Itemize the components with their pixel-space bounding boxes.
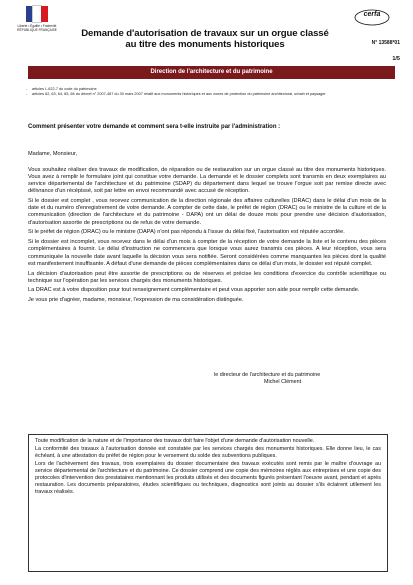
flag-blue-stripe: [26, 6, 33, 22]
flag-white-stripe: [33, 6, 40, 22]
legal-reference-item: - articles 62, 63, 64, 65, 66 du décret n° 2007-487 du 30 mars 2007 relatif aux monuments historiques et aux zones de protection du patrimoine architectural, urbain et paysager: [26, 92, 396, 97]
letter-paragraph: La décision d'autorisation peut être assortie de prescriptions ou de réserves et précise les conditions d'exercice du contrôle scientifique ou technique sur l'opération par les services chargés des monuments historiques.: [28, 270, 386, 284]
flag-red-stripe: [41, 6, 48, 22]
form-title: [80, 28, 330, 50]
notice-paragraph: Lors de l'achèvement des travaux, trois exemplaires du dossier documentaire des travaux exécutés sont remis par le maître d'ouvrage au service départemental de l'architecture et du patrimoine. Ce dossier comprend une copie des mémoires réglés aux entreprises et une copie des protocoles d'intervention des prestataires mentionnant les produits utilisés et des documents figurés présentant l'oeuvre avant, pendant et après restauration. Les documents préparatoires, études scientifiques ou techniques, diagnostics sont joints au dossier s'ils éclairent utilement les travaux réalisés.: [35, 461, 381, 496]
legal-references: [26, 87, 396, 97]
french-flag-icon: [26, 6, 48, 22]
signature-block: [214, 372, 404, 387]
notice-box: [28, 434, 388, 572]
logo-motto: [14, 24, 60, 32]
notice-paragraph: Toute modification de la nature et de l'importance des travaux doit faire l'objet d'une demande d'autorisation nouvelle.: [35, 438, 315, 444]
signature-name: Michel Clément: [264, 379, 302, 386]
logo-motto-line: RÉPUBLIQUE FRANÇAISE: [17, 28, 57, 32]
form-title-line: au titre des monuments historiques: [125, 39, 285, 50]
section-title: Comment présenter votre demande et comment sera t-elle instruite par l'administration :: [28, 124, 281, 130]
page-number: 1/5: [392, 56, 400, 62]
form-title-line: Demande d'autorisation de travaux sur un orgue classé: [81, 28, 329, 39]
letter-paragraph: Vous souhaitez réaliser des travaux de modification, de réparation ou de restauration sur un orgue classé au titre des monuments historiques. Vous avez à remplir le formulaire joint qui constitue votre demande. La demande et le dossier complets sont transmis en deux exemplaires au service départemental de l'architecture et du patrimoine (SDAP) du département dans lequel se trouve l'orgue soit par remise directe avec délivrance d'un récépissé, soit par lettre en envoi recommandé avec accusé de réception.: [28, 167, 386, 195]
letter-paragraph: Je vous prie d'agréer, madame, monsieur, l'expression de ma considération distinguée.: [28, 297, 244, 304]
form-number: N° 13588*01: [371, 40, 400, 46]
legal-reference-item: - articles L.622-7 du code du patrimoine: [26, 87, 396, 92]
letter-paragraph: La DRAC est à votre disposition pour tout renseignement complémentaire et peut vous apporter son aide pour remplir cette demande.: [28, 287, 360, 294]
letter-salutation: Madame, Monsieur,: [28, 151, 78, 157]
letter-paragraph: Si le dossier est incomplet, vous recevez dans le délai d'un mois à compter de la réception de votre demande la liste et le contenu des pièces complémentaires à fournir. Le délai d'instruction ne commencera que lorsque vous aurez transmis ces pièces. A leur réception, vous sera communiquée la nouvelle date avant laquelle la décision vous sera notifiée. Seront considérées comme manquantes les pièces dont la qualité est manifestement insuffisante. A défaut d'une demande de pièces complémentaires dans ce délai d'un mois, le dossier est réputé complet.: [28, 239, 386, 267]
signature-title: le directeur de l'architecture et du patrimoine: [214, 372, 321, 378]
letter-body: [28, 151, 386, 307]
cerfa-label: cerfa: [363, 11, 381, 18]
cerfa-logo: [354, 9, 390, 26]
marianne-logo: [14, 6, 60, 38]
letter-paragraph: Si le préfet de région (DRAC) ou le ministre (DAPA) n'ont pas répondu à l'issue du délai fixé, l'autorisation est réputée accordée.: [28, 229, 345, 236]
department-banner: Direction de l'architecture et du patrimoine: [28, 66, 395, 79]
notice-paragraph: La conformité des travaux à l'autorisation donnée est constatée par les services chargés des monuments historiques. Elle donne lieu, le cas échéant, à une attestation du préfet de région pour le versement du solde des subventions publiques.: [35, 446, 381, 460]
letter-paragraph: Si le dossier est complet , vous recevez communication de la direction régionale des affaires culturelles (DRAC) dans le délai d'un mois de la date et du numéro d'enregistrement de votre demande. A compter de cette date, le préfet de région (DRAC) ou le ministre de la culture et de la communication (direction de l'architecture et du patrimoine - DAPA) ont un délai de douze mois pour prendre une décision d'autorisation, d'autorisation assortie de prescriptions ou de refus de votre demande.: [28, 198, 386, 226]
logo-motto-line: Liberté • Égalité • Fraternité: [17, 24, 57, 28]
